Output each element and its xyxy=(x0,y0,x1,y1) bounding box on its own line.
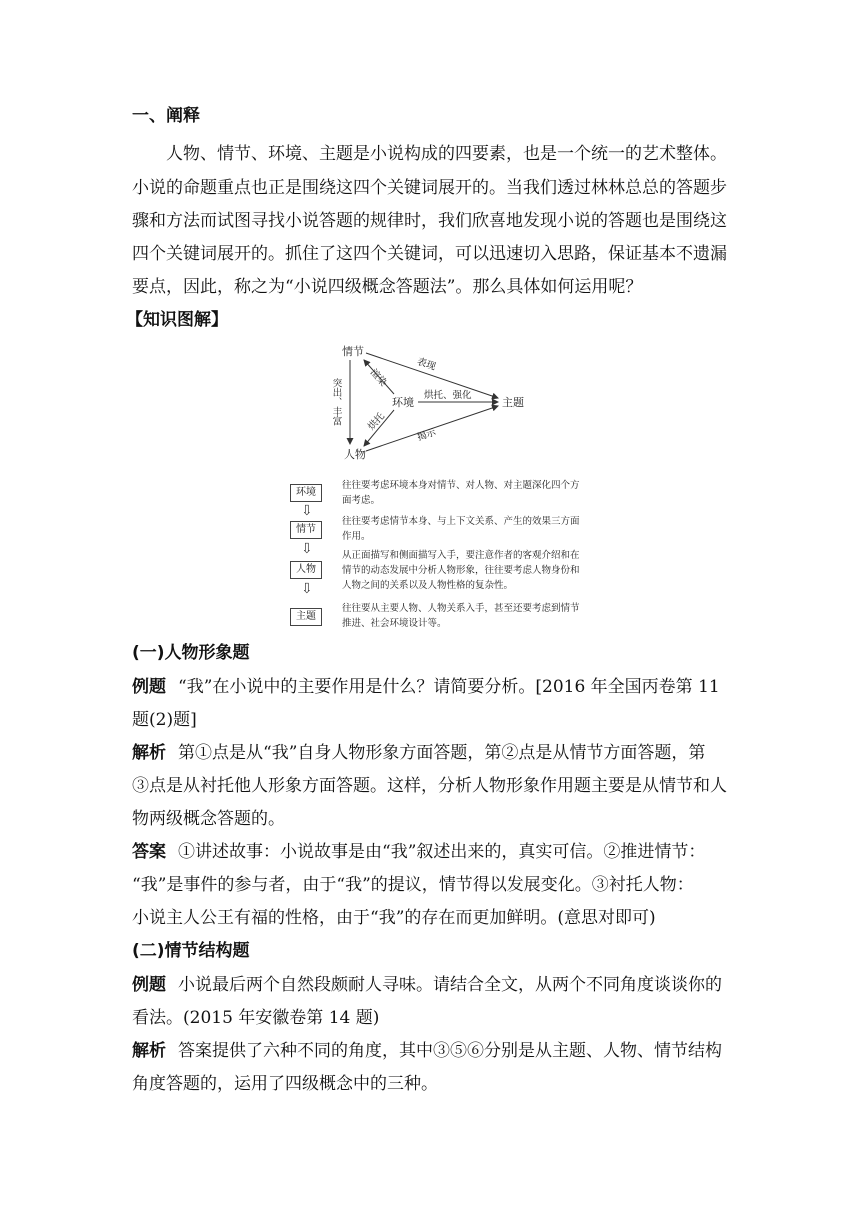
node-theme: 主题 xyxy=(502,396,524,409)
part1-analysis-line-1 xyxy=(132,740,705,766)
flow-down-arrow-2: ⇩ xyxy=(301,541,313,557)
part1-analysis-label: 解析 xyxy=(132,743,166,763)
label-hongtuo-qianghua: 烘托、强化 xyxy=(424,390,472,401)
part1-analysis-line-3: 物两级概念答题的。 xyxy=(132,809,285,829)
label-jieshi: 揭示 xyxy=(415,426,438,444)
label-hongtuo: 烘托 xyxy=(366,410,387,433)
part1-analysis-line-2: ③点是从衬托他人形象方面答题。这样，分析人物形象作用题主要是从情节和人 xyxy=(132,776,727,796)
part1-answer-label: 答案 xyxy=(132,842,166,862)
part2-heading: (二)情节结构题 xyxy=(132,941,250,961)
flow-down-arrow-3: ⇩ xyxy=(301,581,313,597)
intro-line-4: 四个关键词展开的。抓住了这四个关键词，可以迅速切入思路，保证基本不遗漏 xyxy=(132,244,727,264)
node-environment: 环境 xyxy=(392,396,414,409)
part2-example-line-2: 看法。(2015 年安徽卷第 14 题) xyxy=(132,1008,380,1028)
part1-analysis-text-1: 第①点是从“我”自身人物形象方面答题，第②点是从情节方面答题，第 xyxy=(178,743,706,763)
flow-down-arrow-1: ⇩ xyxy=(301,503,313,519)
intro-line-3: 骤和方法而试图寻找小说答题的规律时，我们欣喜地发现小说的答题也是围绕这 xyxy=(132,211,727,231)
part2-analysis-line-2: 角度答题的，运用了四级概念中的三种。 xyxy=(132,1074,438,1094)
flow-desc-environment: 往往要考虑环境本身对情节、对人物、对主题深化四个方面考虑。 xyxy=(342,480,580,506)
flow-box-plot: 情节 xyxy=(290,521,322,539)
label-biaoxian: 表现 xyxy=(415,356,438,373)
section-title: 一、阐释 xyxy=(132,106,200,126)
flow-desc-character: 从正面描写和侧面描写入手，要注意作者的客观介绍和在情节的动态发展中分析人物形象，往往要考虑人物身份和人物之间的关系以及人物性格的复杂性。 xyxy=(342,550,580,591)
flow-box-character: 人物 xyxy=(290,561,322,579)
part1-example-line-1 xyxy=(132,674,720,700)
flow-desc-theme: 往往要从主要人物、人物关系入手，甚至还要考虑到情节推进、社会环境设计等。 xyxy=(342,603,580,629)
elements-relationship-diagram xyxy=(286,340,586,470)
part2-analysis-text-1: 答案提供了六种不同的角度，其中③⑤⑥分别是从主题、人物、情节结构 xyxy=(178,1041,722,1061)
part1-heading: (一)人物形象题 xyxy=(132,643,250,663)
intro-line-5: 要点，因此，称之为“小说四级概念答题法”。那么具体如何运用呢？ xyxy=(132,277,643,297)
part1-example-label: 例题 xyxy=(132,677,166,697)
part1-example-text-1: “我”在小说中的主要作用是什么？请简要分析。[2016 年全国丙卷第 11 xyxy=(178,677,720,697)
part2-analysis-line-1 xyxy=(132,1038,722,1064)
part1-answer-line-1 xyxy=(132,839,705,865)
part2-example-text-1: 小说最后两个自然段颇耐人寻味。请结合全文，从两个不同角度谈谈你的 xyxy=(178,975,722,995)
part2-example-line-1 xyxy=(132,972,722,998)
part1-answer-line-2: “我”是事件的参与者，由于“我”的提议，情节得以发展变化。③衬托人物： xyxy=(132,875,694,895)
label-xuanran: 渲染 xyxy=(367,367,389,389)
node-plot: 情节 xyxy=(342,345,364,358)
intro-line-2: 小说的命题重点也正是围绕这四个关键词展开的。当我们透过林林总总的答题步 xyxy=(132,178,727,198)
flow-box-environment: 环境 xyxy=(290,484,322,502)
part1-answer-text-1: ①讲述故事：小说故事是由“我”叙述出来的，真实可信。②推进情节： xyxy=(178,842,706,862)
flow-box-theme: 主题 xyxy=(290,608,322,626)
part1-answer-line-3: 小说主人公王有福的性格，由于“我”的存在而更加鲜明。(意思对即可) xyxy=(132,908,656,928)
part2-example-label: 例题 xyxy=(132,975,166,995)
label-tuchu-fengfu: 突出、丰富 xyxy=(330,378,342,426)
part2-analysis-label: 解析 xyxy=(132,1041,166,1061)
intro-line-1: 人物、情节、环境、主题是小说构成的四要素，也是一个统一的艺术整体。 xyxy=(166,144,727,164)
node-character: 人物 xyxy=(344,448,366,461)
knowledge-heading: 【知识图解】 xyxy=(126,310,228,330)
part1-example-line-2: 题(2)题] xyxy=(132,710,197,730)
flow-desc-plot: 往往要考虑情节本身、与上下文关系、产生的效果三方面作用。 xyxy=(342,516,580,542)
